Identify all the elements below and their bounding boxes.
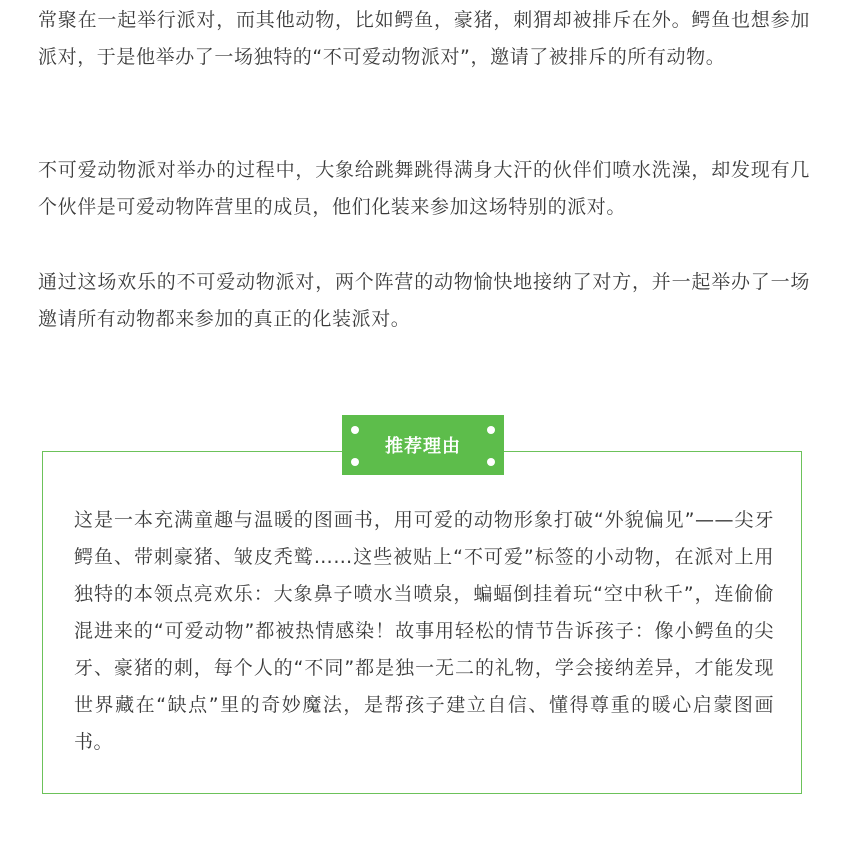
recommendation-box <box>42 451 802 794</box>
recommendation-badge <box>342 415 504 475</box>
badge-dot-icon <box>351 458 359 466</box>
recommendation-text: 这是一本充满童趣与温暖的图画书，用可爱的动物形象打破“外貌偏见”——尖牙鳄鱼、带刺豪猪、皱皮秃鹫……这些被贴上“不可爱”标签的小动物，在派对上用独特的本领点亮欢乐：大象鼻子喷水当喷泉，蝙蝠倒挂着玩“空中秋千”，连偷偷混进来的“可爱动物”都被热情感染！故事用轻松的情节告诉孩子：像小鳄鱼的尖牙、豪猪的刺，每个人的“不同”都是独一无二的礼物，学会接纳差异，才能发现世界藏在“缺点”里的奇妙魔法，是帮孩子建立自信、懂得尊重的暖心启蒙图画书。 <box>74 509 774 753</box>
story-paragraph-3: 通过这场欢乐的不可爱动物派对，两个阵营的动物愉快地接纳了对方，并一起举办了一场邀请所有动物都来参加的真正的化装派对。 <box>38 271 810 330</box>
badge-label: 推荐理由 <box>385 436 461 457</box>
badge-dot-icon <box>487 458 495 466</box>
story-paragraph-2: 不可爱动物派对举办的过程中，大象给跳舞跳得满身大汗的伙伴们喷水洗澡，却发现有几个伙伴是可爱动物阵营里的成员，他们化装来参加这场特别的派对。 <box>38 159 810 218</box>
story-paragraph-1: 常聚在一起举行派对，而其他动物，比如鳄鱼，豪猪，刺猬却被排斥在外。鳄鱼也想参加派对，于是他举办了一场独特的“不可爱动物派对”，邀请了被排斥的所有动物。 <box>38 9 810 68</box>
